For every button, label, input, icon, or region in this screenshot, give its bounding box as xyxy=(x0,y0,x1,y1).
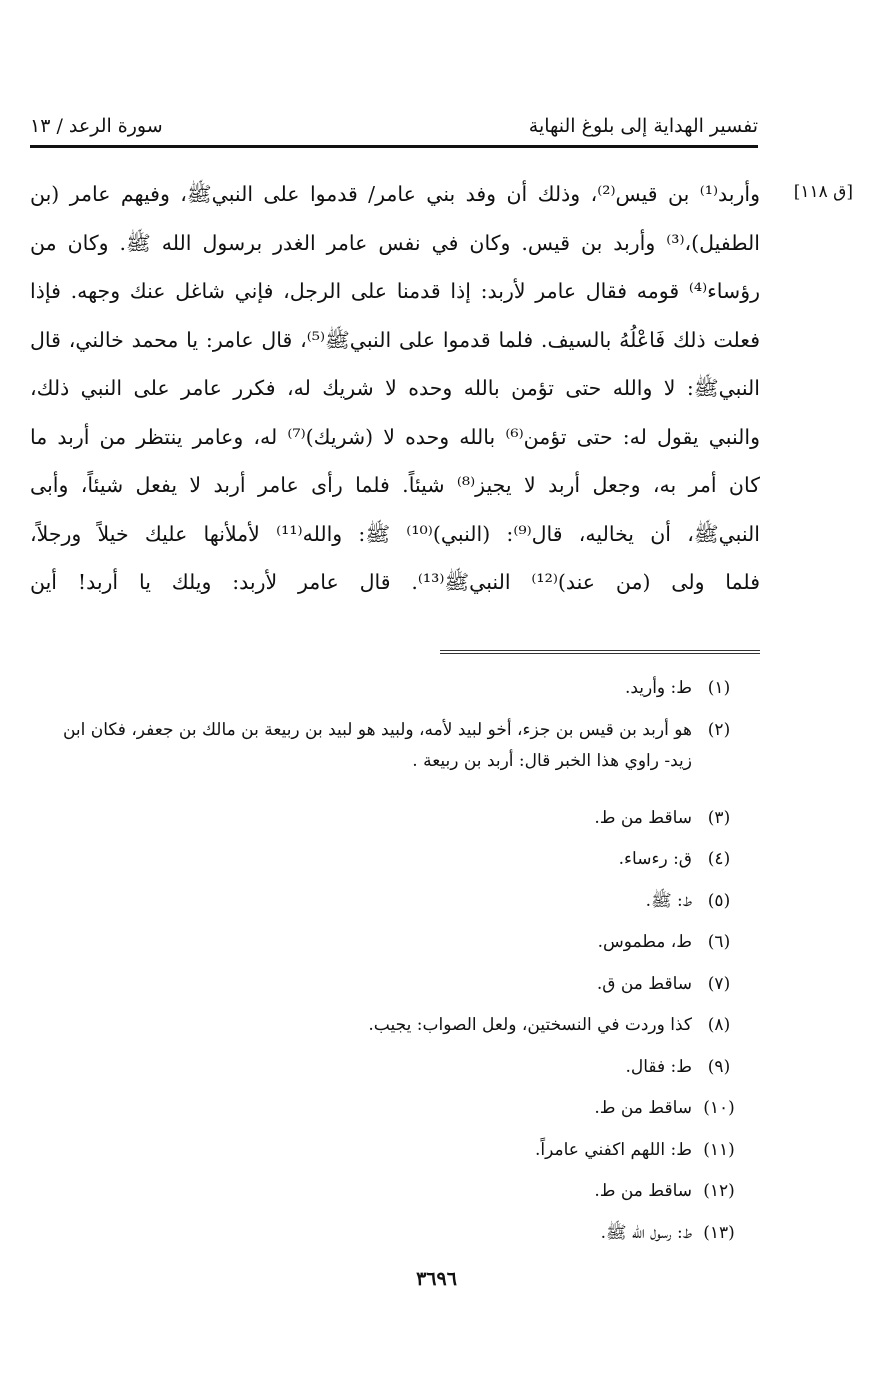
footnote-number: (١) xyxy=(707,678,731,698)
footnote-text: ساقط من ط. xyxy=(594,807,692,828)
footnote-number: (٥) xyxy=(707,890,731,911)
footnote xyxy=(30,668,746,710)
footnote xyxy=(30,839,746,881)
footnote-text: هو أربد بن قيس بن جزء، أخو لبيد لأمه، ولبيد هو لبيد بن ربيعة بن مالك بن جعفر، فكان ابن زيد- راوي هذا الخبر قال: أربد بن ربيعة . xyxy=(62,719,692,771)
text-line: كان أمر به، وجعل أربد لا يجيز⁽⁸⁾ شيئاً. فلما رأى عامر أربد لا يفعل شيئاً، وأبى xyxy=(30,473,760,497)
footnote-text: ط: فقال. xyxy=(625,1056,692,1077)
footnote-text: ساقط من ط. xyxy=(594,1181,692,1201)
footnote xyxy=(30,1171,746,1213)
footnote xyxy=(30,1088,746,1130)
surah-label: سورة الرعد / ١٣ xyxy=(30,115,163,137)
manuscript-folio-ref: [ق ١١٨] xyxy=(793,182,853,202)
text-line: رؤساء⁽⁴⁾ قومه فقال عامر لأربد: إذا قدمنا على الرجل، فإني شاغل عنك وجهه. فإذا xyxy=(30,279,760,303)
footnote-number: (٢) xyxy=(707,719,731,740)
running-header xyxy=(30,108,758,144)
footnote-number: (١٠) xyxy=(703,1098,735,1118)
footnote xyxy=(30,1005,746,1047)
footnote-number: (١٣) xyxy=(703,1222,735,1243)
footnote xyxy=(30,1047,746,1089)
footnote-divider xyxy=(440,650,760,654)
text-line: فعلت ذلك فَاعْلُهُ بالسيف. فلما قدموا على النبيﷺ⁽⁵⁾، قال عامر: يا محمد خالني، قال xyxy=(30,327,760,352)
text-line: النبيﷺ: لا والله حتى تؤمن بالله وحده لا شريك له، فكرر عامر على النبي ذلك، xyxy=(30,376,760,400)
page-number: ٣٦٩٦ xyxy=(416,1268,457,1290)
footnote-number: (١٢) xyxy=(703,1181,735,1201)
footnote-text: ط: وأريد. xyxy=(624,678,692,698)
footnote-text: ساقط من ط. xyxy=(594,1098,692,1118)
footnote xyxy=(30,1130,746,1172)
footnote xyxy=(30,1213,746,1255)
footnote-text: ط: اللهم اكفني عامراً. xyxy=(535,1139,692,1160)
footnote-number: (٦) xyxy=(707,932,731,952)
text-line: وأربد⁽¹⁾ بن قيس⁽²⁾، وذلك أن وفد بني عامر/ قدموا على النبيﷺ، وفيهم عامر (بن xyxy=(30,182,760,206)
book-title: تفسير الهداية إلى بلوغ النهاية xyxy=(528,115,758,137)
footnote xyxy=(30,881,746,923)
text-line: فلما ولى (من عند)⁽¹²⁾ النبيﷺ⁽¹³⁾. قال عامر لأربد: ويلك يا أربد! أين xyxy=(30,570,760,594)
main-text xyxy=(30,170,760,607)
footnote-text: ق: رءساء. xyxy=(618,849,692,869)
footnote xyxy=(30,710,746,798)
footnote-number: (٩) xyxy=(707,1056,731,1077)
footnote-text: ط: رسول الله ﷺ. xyxy=(600,1222,692,1243)
footnote-number: (١١) xyxy=(703,1139,735,1160)
footnote-number: (٧) xyxy=(707,973,731,994)
footnote-text: كذا وردت في النسختين، ولعل الصواب: يجيب. xyxy=(368,1015,692,1035)
footnote-number: (٨) xyxy=(707,1015,731,1035)
footnote xyxy=(30,964,746,1006)
text-line: والنبي يقول له: حتى تؤمن⁽⁶⁾ بالله وحده لا (شريك)⁽⁷⁾ له، وعامر ينتظر من أربد ما xyxy=(30,424,760,449)
text-line: الطفيل)،⁽³⁾ وأربد بن قيس. وكان في نفس عامر الغدر برسول الله ﷺ. وكان من xyxy=(30,230,760,255)
footnotes xyxy=(30,668,746,1254)
footnote-number: (٤) xyxy=(707,849,731,869)
footnote xyxy=(30,798,746,840)
footnote-text: ساقط من ق. xyxy=(596,973,692,994)
footnote-text: ط، مطموس. xyxy=(597,932,692,952)
text-line: النبيﷺ، أن يخاليه، قال⁽⁹⁾: (النبي)⁽¹⁰⁾ ﷺ: والله⁽¹¹⁾ لأملأنها عليك خيلاً ورجلاً، xyxy=(30,521,760,546)
footnote-text: ط: ﷺ. xyxy=(645,890,692,911)
footnote xyxy=(30,922,746,964)
footnote-number: (٣) xyxy=(707,807,731,828)
header-divider xyxy=(30,145,758,148)
